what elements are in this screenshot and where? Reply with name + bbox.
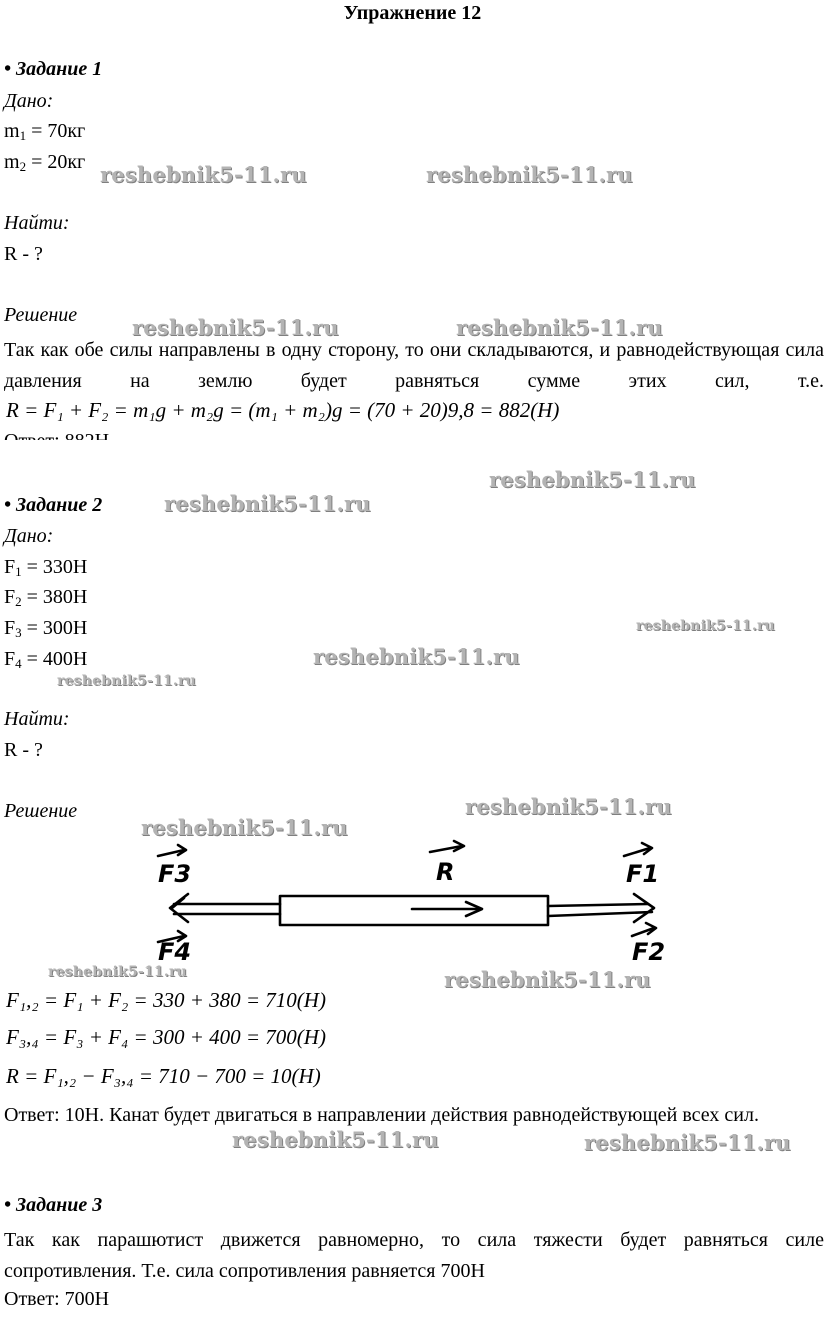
- task2-given-f1: $F_1 = 330Н$: [4, 556, 88, 579]
- label-f2: F2: [632, 938, 666, 966]
- watermark: reshebnik5-11.ru: [426, 162, 633, 187]
- task1-solution-label: Решение: [4, 304, 78, 326]
- task2-given-f2: $F_2 = 380Н$: [4, 586, 88, 609]
- label-f3: F3: [158, 860, 192, 888]
- task1-solution-text: Так как обе силы направлены в одну сторону, то они складываются, и равнодействующая сила давления на землю будет равняться сумме этих сил, т.е.: [4, 339, 824, 392]
- task1-formula: R = F₁ + F₂ = m₁g + m₂g = (m₁ + m₂)g = (70 + 20)9,8 = 882(H): [6, 398, 560, 422]
- task2-formula-3: R = F₁,₂ − F₃,₄ = 710 − 700 = 10(H): [6, 1064, 321, 1088]
- watermark: reshebnik5-11.ru: [132, 315, 339, 340]
- watermark: reshebnik5-11.ru: [456, 315, 663, 340]
- rope-body: [280, 896, 548, 925]
- arrow-f2: [548, 912, 652, 916]
- watermark: reshebnik5-11.ru: [584, 1130, 791, 1155]
- watermark: reshebnik5-11.ru: [232, 1127, 439, 1152]
- watermark: reshebnik5-11.ru: [57, 673, 196, 689]
- arrow-f1: [548, 904, 648, 906]
- label-r: R: [436, 858, 455, 886]
- task1-given-label: Дано:: [4, 90, 54, 112]
- task2-formula-1: F₁,₂ = F₁ + F₂ = 330 + 380 = 710(H): [6, 988, 326, 1012]
- watermark: reshebnik5-11.ru: [164, 491, 371, 516]
- task2-find: R - ?: [4, 739, 43, 761]
- task1-find: R - ?: [4, 243, 43, 265]
- task2-find-label: Найти:: [4, 708, 70, 730]
- watermark: reshebnik5-11.ru: [48, 964, 187, 980]
- task3-answer: Ответ: 700Н: [4, 1288, 110, 1310]
- task2-given-label: Дано:: [4, 525, 54, 547]
- task2-solution-label: Решение: [4, 800, 78, 822]
- forces-diagram: [140, 836, 680, 966]
- task3-text: Так как парашютист движется равномерно, то сила тяжести будет равняться силе сопротивления. Т.е. сила сопротивления равняется 700Н: [4, 1229, 824, 1282]
- task1-heading: • Задание 1: [4, 58, 103, 80]
- watermark: reshebnik5-11.ru: [313, 644, 520, 669]
- label-f1: F1: [626, 860, 660, 888]
- task1-given-m1: $m_1 = 70кг$: [4, 120, 86, 143]
- task2-given-f3: $F_3 = 300Н$: [4, 617, 88, 640]
- watermark: reshebnik5-11.ru: [100, 162, 307, 187]
- task2-given-f4: $F_4 = 400Н$: [4, 648, 88, 671]
- watermark: reshebnik5-11.ru: [636, 618, 775, 634]
- task1-given-m2: $m_2 = 20кг$: [4, 151, 86, 174]
- crop-mask: [0, 440, 150, 456]
- watermark: reshebnik5-11.ru: [444, 967, 651, 992]
- page-title: Упражнение 12: [343, 2, 482, 24]
- task2-answer: Ответ: 10Н. Канат будет двигаться в направлении действия равнодействующей всех сил.: [4, 1104, 759, 1126]
- task2-heading: • Задание 2: [4, 494, 103, 516]
- task2-formula-2: F₃,₄ = F₃ + F₄ = 300 + 400 = 700(H): [6, 1025, 326, 1049]
- watermark: reshebnik5-11.ru: [141, 815, 348, 840]
- watermark: reshebnik5-11.ru: [489, 467, 696, 492]
- watermark: reshebnik5-11.ru: [465, 794, 672, 819]
- label-f4: F4: [158, 938, 192, 966]
- task1-find-label: Найти:: [4, 212, 70, 234]
- task3-heading: • Задание 3: [4, 1194, 103, 1216]
